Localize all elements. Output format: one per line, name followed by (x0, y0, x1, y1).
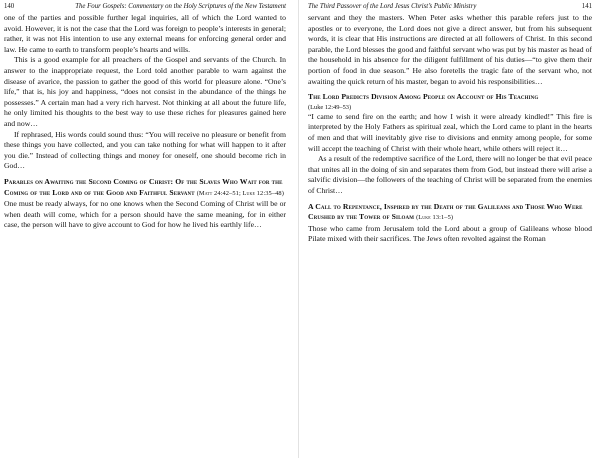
page-gutter (298, 0, 299, 458)
right-section-heading (308, 202, 592, 224)
right-section-heading (308, 92, 592, 103)
left-section-heading-title: Parables on Awaiting the Second Coming of Christ: Of the Slaves Who Wait for the Coming of the Lord and of the Good and Faithful Servant (4, 176, 283, 197)
right-section-heading-ref: (Luke 13:1–5) (416, 214, 454, 222)
right-paragraph: Those who came from Jerusalem told the Lord about a group of Galileans whose blood Pilate mixed with their sacrifices. The Jews often revolted against the Roman (308, 223, 592, 244)
left-paragraph: One must be ready always, for no one knows when the Second Coming of Christ will be or when death will come, which for a person should have the same meaning, for in either case, the person will have to give account to God for how he lived his earthly life… (4, 199, 286, 230)
right-section-heading-title: A Call to Repentance, Inspired by the Death of the Galileans and Those Who Were Crushed by the Tower of Siloam (308, 201, 583, 222)
left-section-heading-ref: (Matt 24:42–51; Luke 12:35–48) (196, 189, 284, 197)
right-section-heading-ref: (Luke 12:49–53) (308, 103, 352, 111)
right-section-heading-title: The Lord Predicts Division Among People on Account of His Teaching (308, 92, 539, 102)
left-paragraph: This is a good example for all preachers of the Gospel and servants of the Church. In answer to the inappropriate request, the Lord told another parable to warn against the disease of avarice, the passion to gather the good of this world for pleasure alone. “One’s life,” that is, his joy and happiness, “does not consist in the abundance of the things he possesses.” A certain man had a very rich harvest. Not thinking at all about the future life, he only limited his thoughts to the best way to use these riches for pleasures gained here and now… (4, 55, 286, 128)
left-paragraph: one of the parties and possible further legal inquiries, all of which the Lord wanted to avoid. However, it is not the case that the Lord was foreign to people’s interests in general; rather, it was not His intention to use any external means for enforcing general order and law. He came to earth to transform people’s hearts and wills. (4, 13, 286, 54)
right-paragraph: “I came to send fire on the earth; and how I wish it were already kindled!” This fire is interpreted by the Holy Fathers as spiritual zeal, which the Lord came to plant in the hearts of men and that will inevitably give rise to divisions and enmity among people, for some will accept the teaching of Christ with their whole heart, while others will reject it… (308, 111, 592, 153)
left-page (0, 0, 292, 458)
left-running-head (4, 0, 286, 13)
right-running-head (308, 0, 592, 13)
left-paragraph: If rephrased, His words could sound thus: “You will receive no pleasure or benefit from these things you have collected, and you can take nothing for what will happen to it after you die.” Instead of collecting things and money for oneself, one should become rich in God… (4, 129, 286, 171)
right-page (304, 0, 596, 458)
left-running-title: The Four Gospels: Commentary on the Holy Scriptures of the New Testament (75, 3, 286, 10)
right-page-number: 141 (581, 3, 592, 10)
left-section-heading (4, 177, 286, 199)
left-page-number: 140 (4, 3, 15, 10)
right-running-title: The Third Passover of the Lord Jesus Christ’s Public Ministry (308, 3, 477, 10)
right-paragraph: servant and they the masters. When Peter asks whether this parable refers just to the apostles or to everyone, the Lord does not give a direct answer, but from his subsequent words, it is clear that His instructions are directed at all followers of Christ. In this second parable, the Lord blesses the good and faithful servant who was put by his master as head of the household in his absence for the diligent fulfillment of his duties—“to give them their portion of food in due season.” He also foretells the tragic fate of the servant who, not awaiting the quick return of his master, began to avoid his responsibilities… (308, 13, 592, 86)
right-paragraph: As a result of the redemptive sacrifice of the Lord, there will no longer be that evil peace that unites all in the doing of sin and separates them from God, but instead there will arise a salvific division—the followers of the teaching of Christ will be separated from the enemies of Christ… (308, 154, 592, 195)
